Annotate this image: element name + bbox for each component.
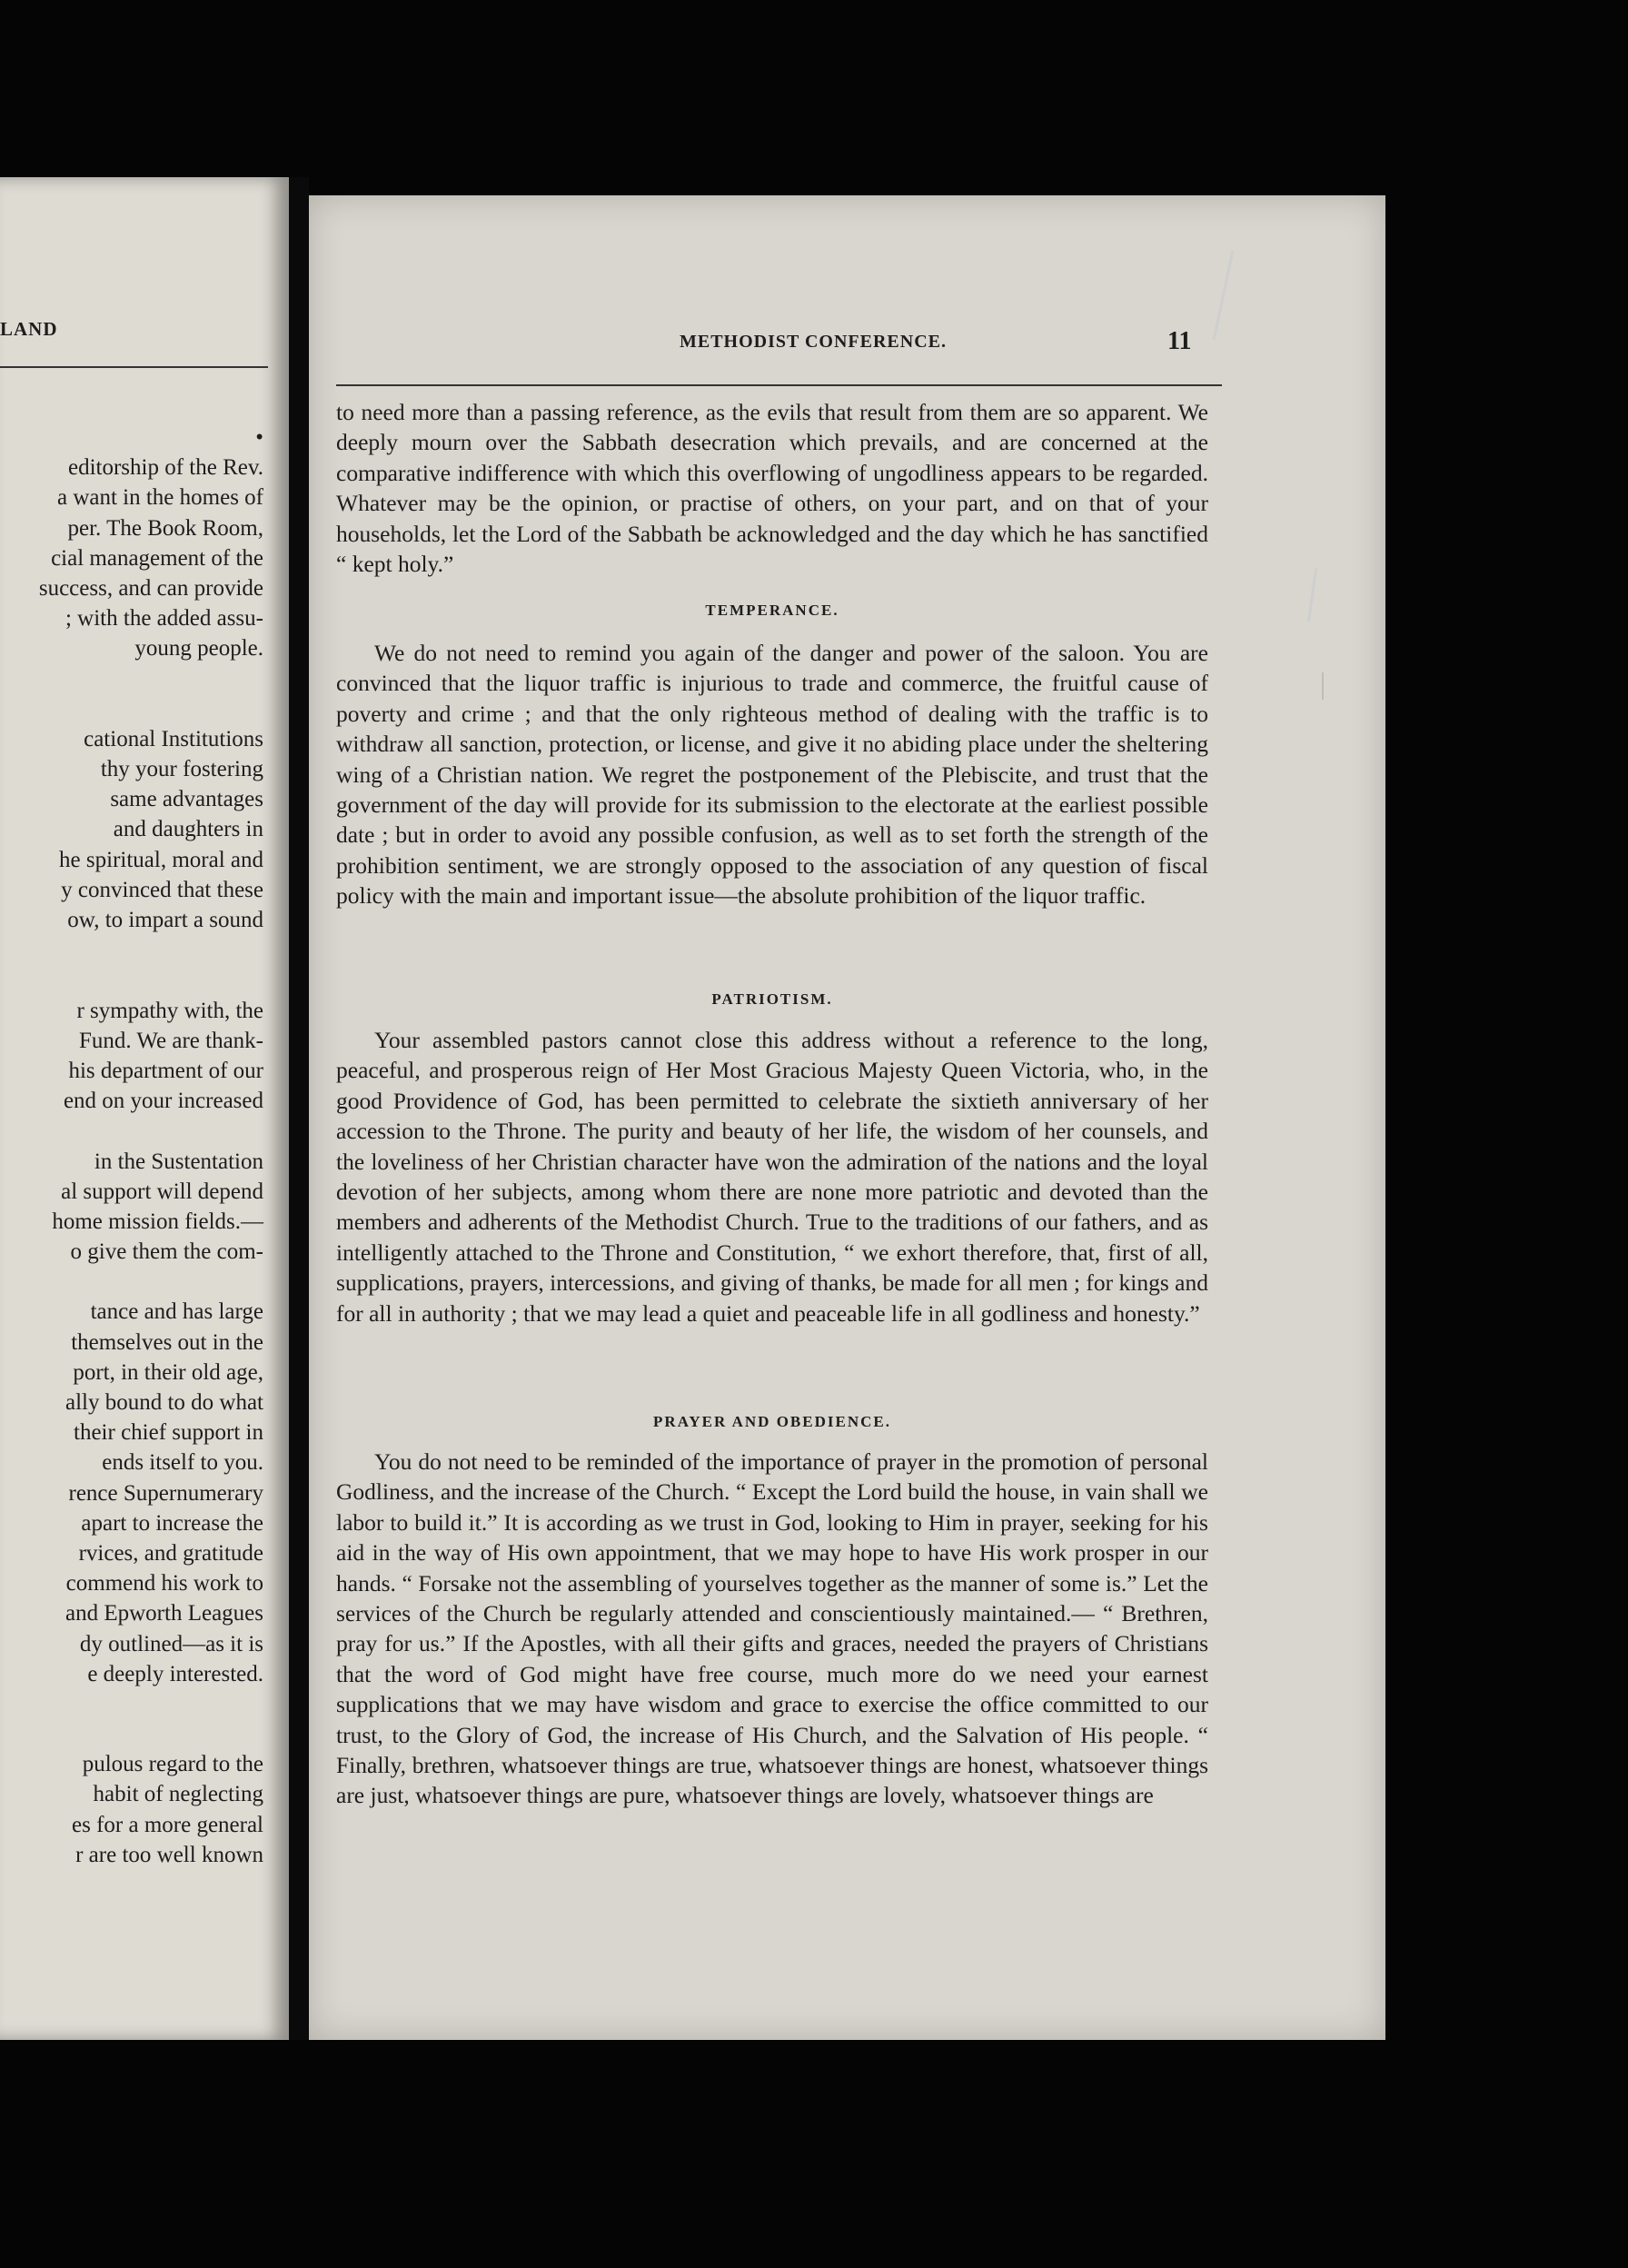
intro-paragraph-text: to need more than a passing reference, as the evils that result from them are so apparent. We deeply mourn over the Sabbath desecration which prevails, and are concerned at the comparative indifference with which this overflowing of ungodliness appears to be regarded. Whatever may be the opinion, or practise of others, on your part, and on that of your households, let the Lord of the Sabbath be acknowledged and the day which he has sanctified “ kept holy.” bbox=[336, 399, 1208, 578]
facing-page-line: his department of our bbox=[68, 1058, 263, 1083]
facing-page-line: home mission fields.— bbox=[52, 1209, 263, 1234]
facing-page-line: r sympathy with, the bbox=[76, 998, 263, 1023]
facing-page-line: and Epworth Leagues bbox=[65, 1601, 263, 1626]
patriotism-paragraph: Your assembled pastors cannot close this address without a reference to the long, peaceful, and prosperous reign of Her Most Gracious Majesty Queen Victoria, who, in the good Providence of God, has been permitted to celebrate the sixtieth anniversary of her accession to the Throne. The purity and beauty of her life, the wisdom of her counsels, and the loveliness of her Christian character have won the admiration of the nations and the loyal devotion of her subjects, among whom there are none more patriotic and devoted than the members and adherents of the Methodist Church. True to the traditions of our fathers, and as intelligently attached to the Throne and Constitution, “ we exhort therefore, that, first of all, supplications, prayers, intercessions, and giving of thanks, be made for all men ; for kings and for all in authority ; that we may lead a quiet and peaceable life in all godliness and honesty.” bbox=[336, 1027, 1208, 1327]
facing-page-line: young people. bbox=[134, 636, 263, 662]
facing-page-line: Fund. We are thank- bbox=[78, 1028, 263, 1053]
margin-pen-mark bbox=[1322, 672, 1324, 700]
facing-page-line: editorship of the Rev. bbox=[67, 455, 263, 481]
facing-page-line: rence Supernumerary bbox=[68, 1480, 263, 1506]
facing-page-line: dy outlined—as it is bbox=[79, 1631, 263, 1656]
page-number: 11 bbox=[1167, 327, 1192, 355]
section-body-temperance bbox=[336, 638, 1208, 911]
facing-page-line: per. The Book Room, bbox=[67, 515, 263, 541]
facing-page-line: commend his work to bbox=[65, 1571, 263, 1597]
facing-page-line bbox=[0, 1267, 263, 1297]
facing-page-line: pulous regard to the bbox=[82, 1752, 263, 1777]
section-heading-temperance: TEMPERANCE. bbox=[705, 602, 839, 619]
facing-page-line: o give them the com- bbox=[70, 1239, 263, 1265]
facing-page-line: same advantages bbox=[110, 787, 263, 812]
facing-page-line bbox=[0, 1689, 263, 1719]
facing-page-line: and daughters in bbox=[113, 817, 263, 842]
facing-page-line: y convinced that these bbox=[61, 877, 263, 902]
facing-page-line: es for a more general bbox=[72, 1812, 263, 1837]
facing-page-line: cational Institutions bbox=[84, 726, 263, 751]
section-heading-patriotism: PATRIOTISM. bbox=[711, 990, 833, 1008]
facing-page-line: e deeply interested. bbox=[87, 1661, 263, 1686]
facing-page-line bbox=[0, 664, 263, 694]
prayer-paragraph: You do not need to be reminded of the importance of prayer in the promotion of personal Godliness, and the increase of the Church. “ Except the Lord build the house, in vain shall we labor to build it.” It is according as we trust in God, looking to Him in prayer, seeking for his aid in the way of His own appointment, that we may hope to have His work prosper in our hands. “ Forsake not the assembling of yourselves together as the manner of some is.” Let the services of the Church be regularly attended and conscientiously maintained.— “ Brethren, pray for us.” If the Apostles, with all their gifts and graces, needed the prayers of Christians that the word of God might have free course, much more do we need your earnest supplications that we may have wisdom and grace to exercise the office committed to our trust, to the Glory of God, the increase of His Church, and the Salvation of His people. “ Finally, brethren, whatsoever things are true, whatsoever things are honest, whatsoever things are just, whatsoever things are pure, whatsoever things are lovely, whatsoever things are bbox=[336, 1448, 1208, 1809]
section-body-prayer-and-obedience bbox=[336, 1447, 1208, 1811]
facing-page-line: cial management of the bbox=[51, 545, 263, 571]
running-title: METHODIST CONFERENCE. bbox=[679, 332, 947, 352]
book-gutter bbox=[289, 177, 309, 2040]
facing-page-line: themselves out in the bbox=[71, 1329, 263, 1355]
facing-page-line: a want in the homes of bbox=[56, 485, 263, 511]
facing-page-line: in the Sustentation bbox=[94, 1149, 263, 1174]
facing-page-line bbox=[0, 1719, 263, 1749]
facing-page-line bbox=[0, 694, 263, 724]
facing-page-line: • bbox=[255, 425, 263, 450]
facing-page-line: success, and can provide bbox=[38, 575, 263, 601]
facing-page-line: habit of neglecting bbox=[93, 1782, 263, 1807]
facing-page-header-rule bbox=[0, 366, 268, 368]
facing-page-line: tance and has large bbox=[90, 1299, 263, 1325]
facing-page-text-column bbox=[0, 423, 263, 1870]
facing-page-line bbox=[0, 1116, 263, 1146]
facing-page-line: ; with the added assu- bbox=[65, 606, 263, 632]
facing-page-line: ow, to impart a sound bbox=[67, 908, 263, 932]
facing-page-line: rvices, and gratitude bbox=[78, 1540, 263, 1566]
facing-page-line: end on your increased bbox=[63, 1089, 263, 1114]
header-rule bbox=[336, 384, 1222, 386]
facing-page-line bbox=[0, 965, 263, 995]
facing-page-running-title: LAND bbox=[0, 318, 58, 340]
intro-paragraph bbox=[336, 397, 1208, 579]
main-page bbox=[309, 195, 1385, 2040]
facing-page-line: ally bound to do what bbox=[65, 1390, 263, 1415]
facing-page-line: thy your fostering bbox=[100, 757, 263, 782]
temperance-paragraph: We do not need to remind you again of the danger and power of the saloon. You are convinced that the liquor traffic is injurious to trade and commerce, the fruitful cause of poverty and crime ; and that the only righteous method of dealing with the traffic is to withdraw all sanction, protection, or license, and give it no abiding place under the sheltering wing of a Christian nation. We regret the postponement of the Plebiscite, and trust that the government of the day will provide for its submission to the electorate at the earliest possible date ; but in order to avoid any possible confusion, as well as to set forth the strength of the prohibition sentiment, we are strongly opposed to the association of any question of fiscal policy with the main and important issue—the absolute prohibition of the liquor traffic. bbox=[336, 640, 1208, 910]
section-body-patriotism bbox=[336, 1025, 1208, 1328]
facing-page-line: apart to increase the bbox=[81, 1510, 263, 1536]
facing-page-fragment bbox=[0, 177, 289, 2040]
facing-page-line: he spiritual, moral and bbox=[59, 847, 263, 872]
facing-page-line: ends itself to you. bbox=[102, 1450, 263, 1476]
facing-page-line: r are too well known bbox=[75, 1842, 263, 1867]
facing-page-line: al support will depend bbox=[61, 1179, 263, 1204]
section-heading-prayer-and-obedience: PRAYER AND OBEDIENCE. bbox=[653, 1413, 891, 1430]
facing-page-line bbox=[0, 935, 263, 965]
facing-page-line: port, in their old age, bbox=[73, 1359, 263, 1385]
facing-page-line: their chief support in bbox=[74, 1420, 263, 1446]
